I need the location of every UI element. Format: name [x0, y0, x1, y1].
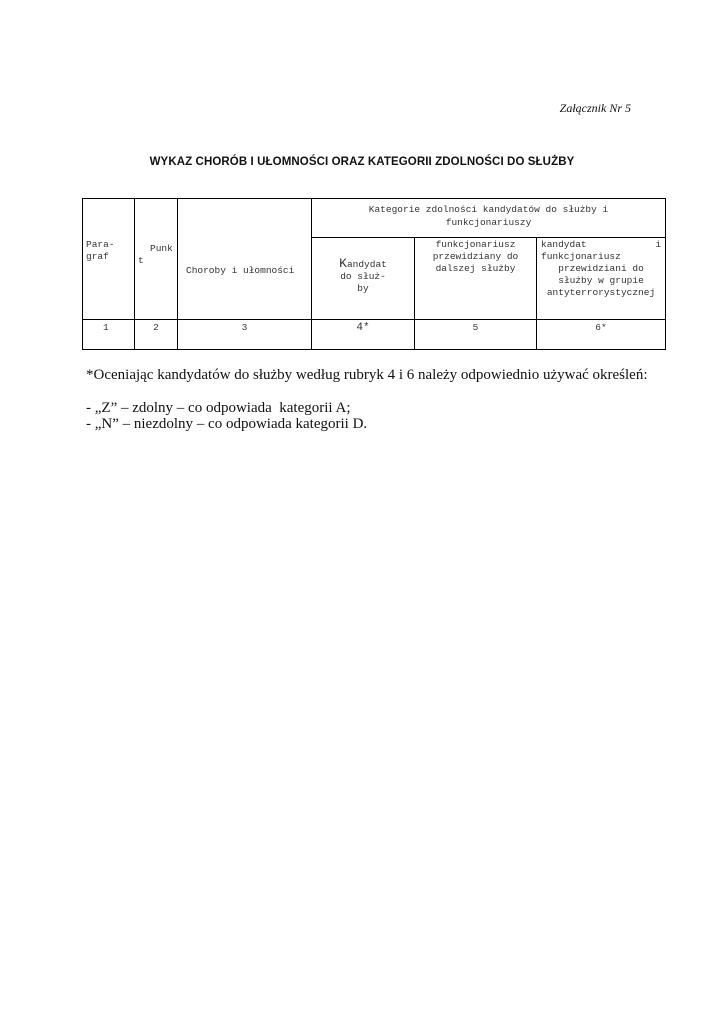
header-antyterror [537, 238, 666, 320]
header-punkt-line1: Punk [150, 243, 173, 254]
header-kategorie-line2: funkcjonariuszy [445, 217, 532, 228]
header-kategorie [312, 199, 666, 238]
column-number-2: 2 [135, 320, 178, 350]
annex-label: Załącznik Nr 5 [559, 101, 631, 115]
header-anty-line3: przewidziani do [558, 263, 644, 274]
header-kandydat-line1 [314, 258, 412, 271]
header-choroby [178, 199, 312, 320]
header-funk-line3: dalszej służby [435, 263, 516, 274]
header-anty-line5: antyterrorystycznej [546, 287, 656, 298]
header-paragraf-line2: graf [86, 251, 109, 262]
header-kandydat-line2: do służ- [340, 271, 386, 282]
column-number-1: 1 [83, 320, 135, 350]
footnote: *Oceniając kandydatów do służby według rubryk 4 i 6 należy odpowiednio używać określeń: [86, 367, 648, 383]
header-kandydat-rest: andydat [346, 259, 387, 270]
column-number-4: 4* [312, 320, 415, 350]
header-paragraf [83, 199, 135, 320]
header-funkcjonariusz [415, 238, 537, 320]
header-anty-line1 [541, 239, 661, 251]
column-number-row [83, 320, 666, 350]
header-punkt [135, 199, 178, 320]
header-kandydat-initial: K [339, 256, 347, 271]
header-anty-line1-right: i [655, 239, 662, 250]
header-kategorie-line1: Kategorie zdolności kandydatów do służby i [368, 204, 609, 215]
header-punkt-line2: t [138, 255, 144, 266]
header-anty-line2: funkcjonariusz [541, 251, 621, 262]
column-number-6: 6* [537, 320, 666, 350]
header-choroby-label: Choroby i ułomności [186, 265, 295, 276]
option-niezdolny: - „N” – niezdolny – co odpowiada kategorii D. [86, 416, 368, 432]
header-funk-line2: przewidziany do [432, 251, 519, 262]
option-zdolny: - „Z” – zdolny – co odpowiada kategorii A; [86, 400, 351, 416]
document-title: WYKAZ CHORÓB I UŁOMNOŚCI ORAZ KATEGORII ZDOLNOŚCI DO SŁUŻBY [149, 156, 575, 168]
column-number-3: 3 [178, 320, 312, 350]
header-funk-line1: funkcjonariusz [435, 239, 516, 250]
rating-options [86, 400, 367, 432]
header-anty-line1-left: kandydat [541, 239, 587, 250]
column-number-5: 5 [415, 320, 537, 350]
header-kandydat [312, 238, 415, 320]
header-paragraf-line1: Para- [86, 239, 115, 250]
header-kandydat-line3: by [357, 283, 369, 294]
diseases-table [82, 198, 666, 350]
header-anty-line4: służby w grupie [558, 275, 644, 286]
